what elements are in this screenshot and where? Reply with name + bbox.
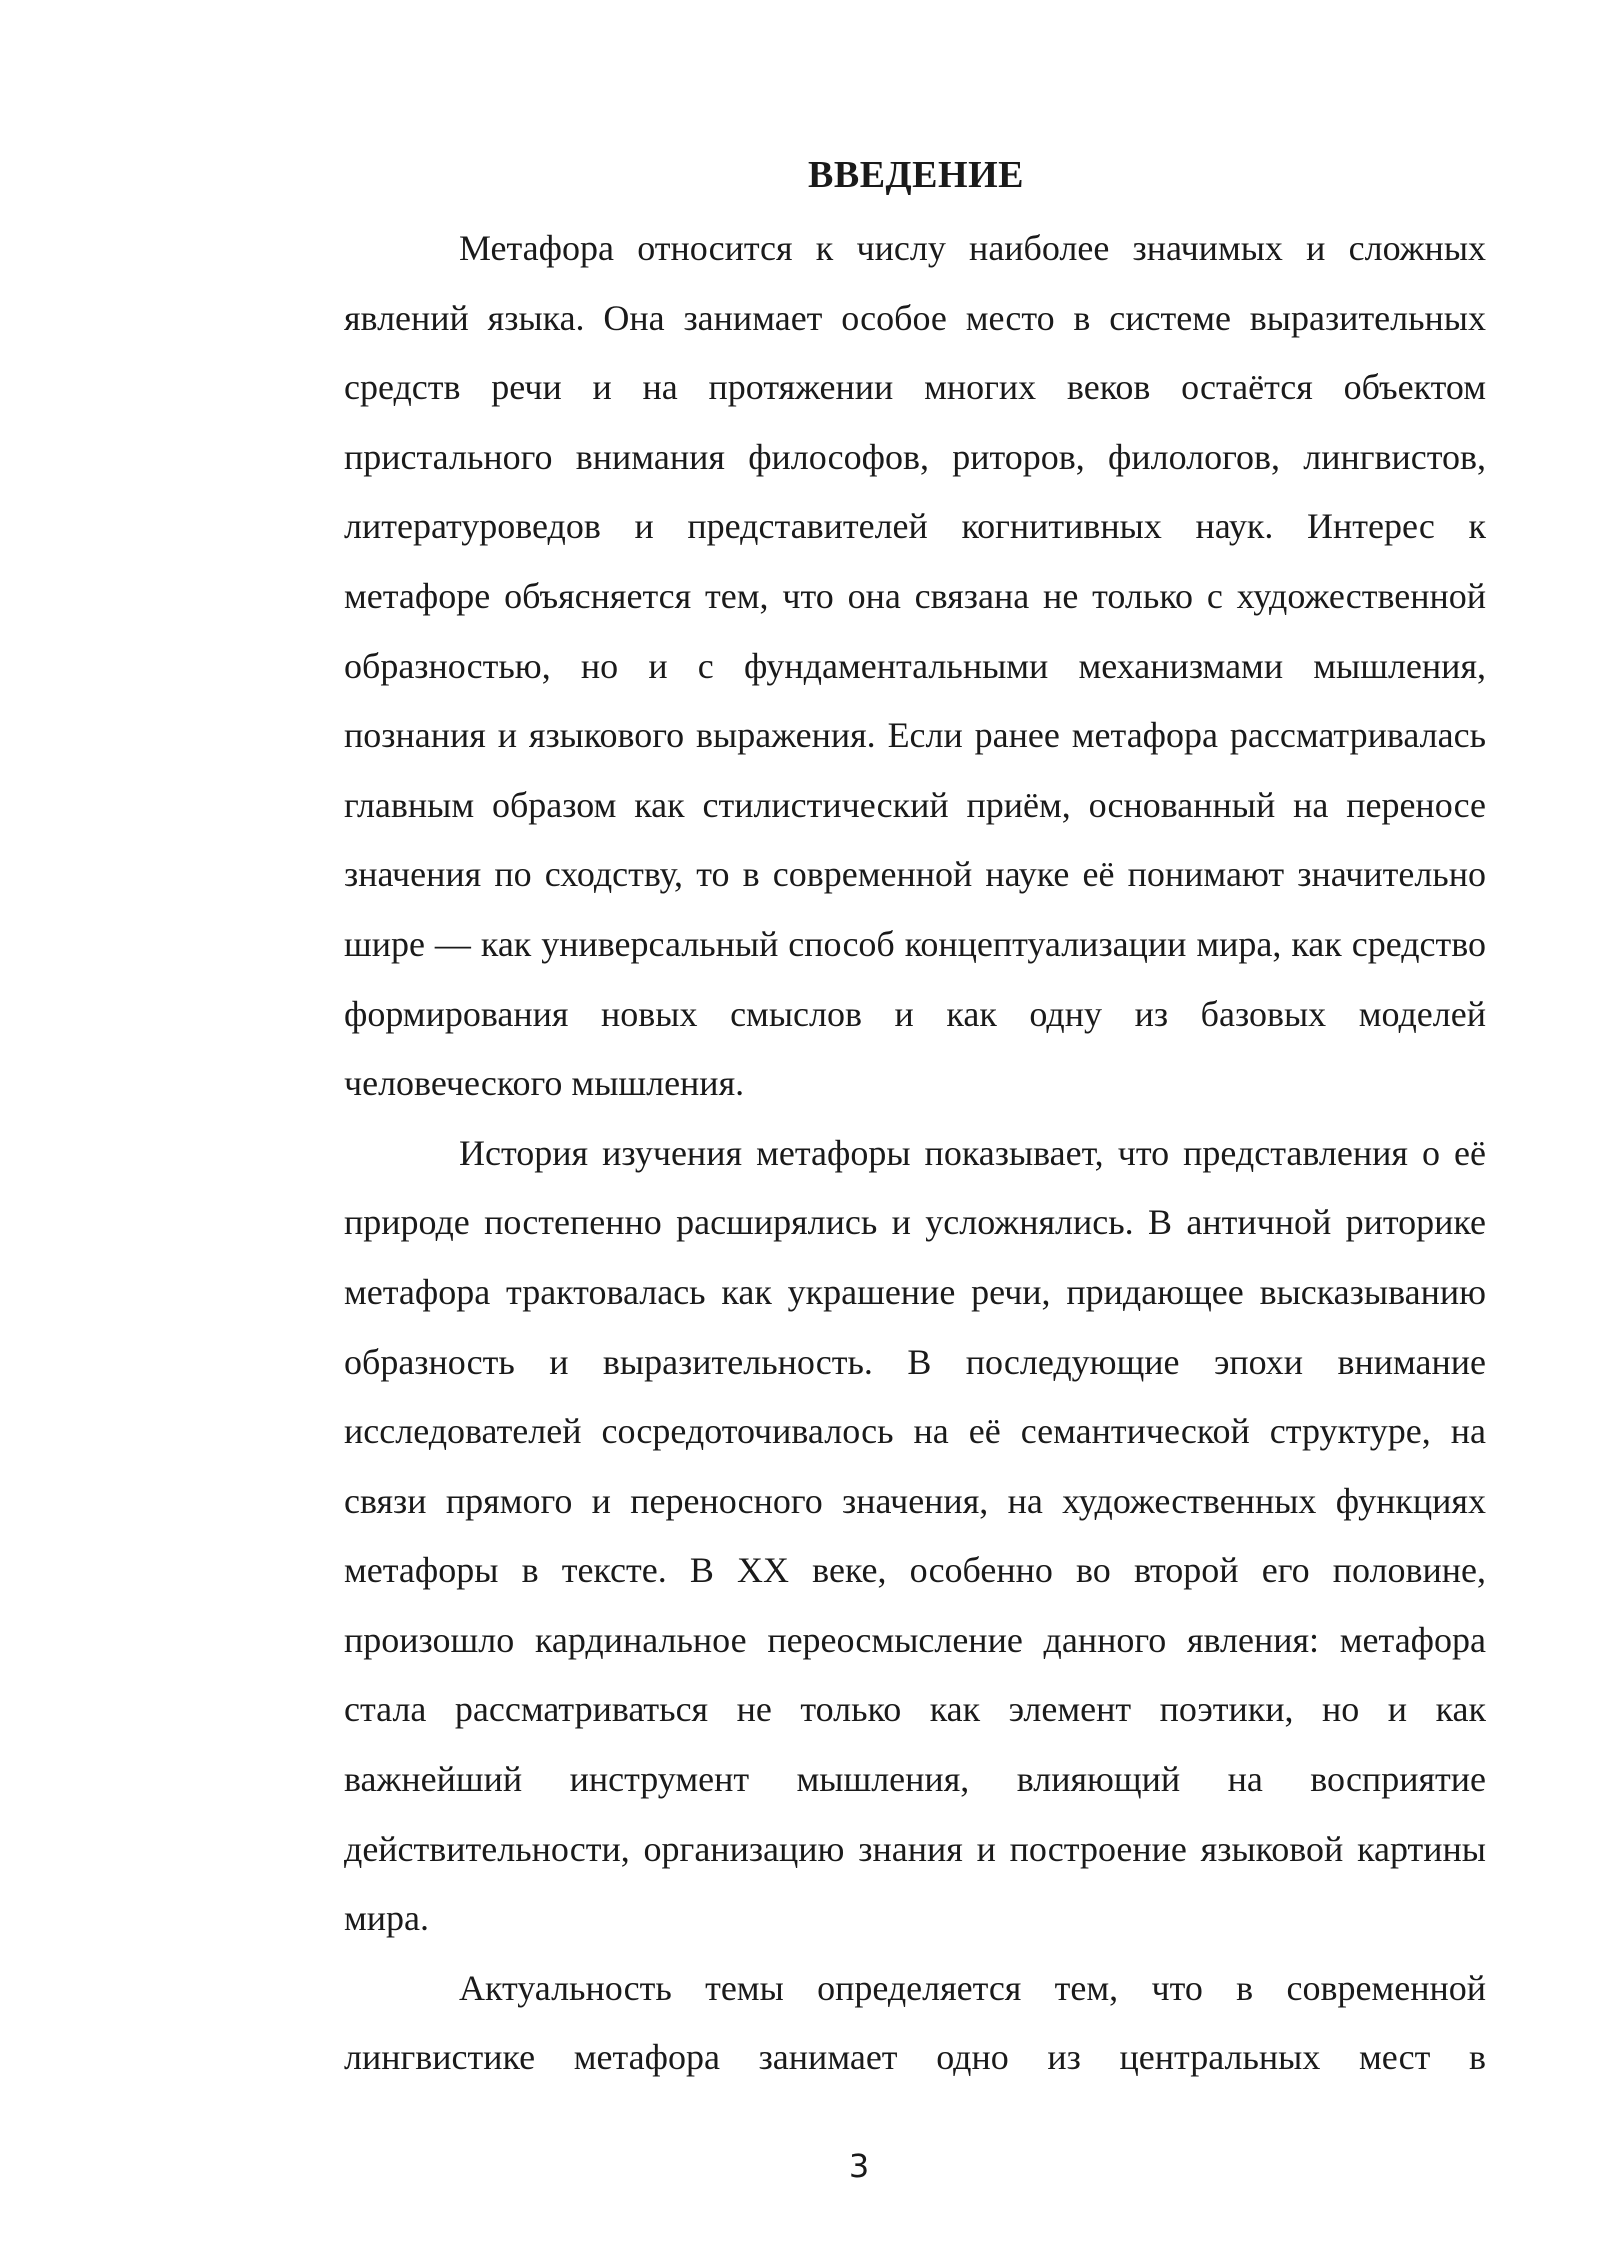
text-line: образностью, но и с фундаментальными механизмами мышления, xyxy=(344,645,1486,686)
text-line: важнейший инструмент мышления, влияющий на восприятие xyxy=(344,1759,1486,1800)
text-line: исследователей сосредоточивалось на её семантической структуре, на xyxy=(344,1411,1486,1452)
text-line: действительности, организацию знания и построение языковой картины xyxy=(344,1828,1486,1869)
page-number: 3 xyxy=(848,2147,870,2185)
text-line: природе постепенно расширялись и усложнялись. В античной риторике xyxy=(344,1202,1486,1243)
text-line: значения по сходству, то в современной науке её понимают значительно xyxy=(344,854,1486,895)
text-line: литературоведов и представителей когнитивных наук. Интерес к xyxy=(344,506,1486,547)
text-line: человеческого мышления. xyxy=(344,1063,745,1104)
body-text xyxy=(229,214,1486,2093)
text-line: метафоры в тексте. В XX веке, особенно во второй его половине, xyxy=(344,1550,1486,1591)
text-line: пристального внимания философов, риторов, филологов, лингвистов, xyxy=(344,436,1486,477)
text-line: шире — как универсальный способ концептуализации мира, как средство xyxy=(344,923,1486,964)
text-line: лингвистике метафора занимает одно из центральных мест в xyxy=(344,2037,1486,2078)
text-line: метафоре объясняется тем, что она связана не только с художественной xyxy=(344,575,1486,616)
text-line: средств речи и на протяжении многих веков остаётся объектом xyxy=(344,367,1486,408)
text-line: образность и выразительность. В последующие эпохи внимание xyxy=(344,1341,1486,1382)
text-line: познания и языкового выражения. Если ранее метафора рассматривалась xyxy=(344,715,1486,756)
text-line: связи прямого и переносного значения, на художественных функциях xyxy=(344,1480,1486,1521)
text-line: произошло кардинальное переосмысление данного явления: метафора xyxy=(344,1619,1486,1660)
paragraph-3 xyxy=(229,1954,1486,2093)
text-line: стала рассматриваться не только как элемент поэтики, но и как xyxy=(344,1689,1486,1730)
section-heading: ВВЕДЕНИЕ xyxy=(808,154,1024,196)
paragraph-2 xyxy=(229,1119,1486,1954)
text-line: Актуальность темы определяется тем, что в современной xyxy=(459,1967,1486,2008)
text-line: явлений языка. Она занимает особое место в системе выразительных xyxy=(344,297,1486,338)
text-line: метафора трактовалась как украшение речи, придающее высказыванию xyxy=(344,1271,1486,1312)
text-line: Метафора относится к числу наиболее значимых и сложных xyxy=(459,228,1486,268)
text-line: главным образом как стилистический приём, основанный на переносе xyxy=(344,784,1486,825)
text-line: История изучения метафоры показывает, что представления о её xyxy=(459,1132,1486,1173)
paragraph-1 xyxy=(229,214,1486,1119)
text-line: мира. xyxy=(344,1898,430,1939)
text-line: формирования новых смыслов и как одну из базовых моделей xyxy=(344,993,1486,1034)
